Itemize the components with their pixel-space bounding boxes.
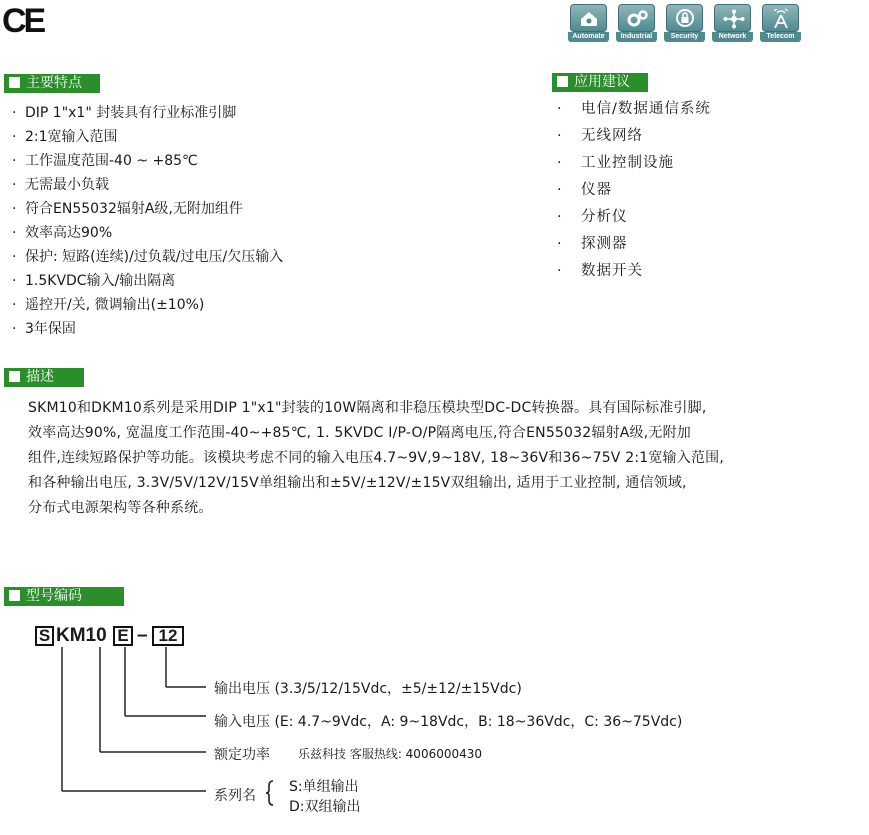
industrial-icon: Industrial [618,4,655,42]
brace-icon [266,781,273,805]
code-dash: – [137,625,148,646]
description-line: 效率高达90%, 宽温度工作范围-40~+85℃, 1. 5KVDC I/P-O/P隔离电压,符合EN55032辐射A级,无附加 [28,425,691,441]
section-marker-icon [9,77,20,88]
code-connector-lines [0,645,869,835]
applications-title: 应用建议 [574,74,630,90]
section-marker-icon [9,371,20,382]
description-line: 组件,连续短路保护等功能。该模块考虑不同的输入电压4.7~9V,9~18V, 18~36V和36~75V 2:1宽输入范围, [28,450,725,466]
series-option-dual: D:双组输出 [289,799,361,815]
feature-item: · 保护: 短路(连续)/过负载/过电压/欠压输入 [12,249,284,265]
feature-item: · 3年保固 [12,321,76,337]
applications-list [557,96,711,285]
model-code-title: 型号编码 [26,588,82,604]
code-series-text: KM10 [56,625,107,646]
feature-item: · 遥控开/关, 微调输出(±10%) [12,297,205,313]
rated-power-label: 额定功率 [214,747,270,763]
description-line: 分布式电源架构等各种系统。 [28,500,213,516]
features-title: 主要特点 [26,75,82,91]
applications-section-header [552,73,648,92]
application-item: · 数据开关 [557,263,643,279]
ce-mark: CE [2,2,44,40]
application-item: · 工业控制设施 [557,155,674,171]
description-title: 描述 [26,369,54,385]
feature-item: · 工作温度范围-40 ~ +85℃ [12,153,198,169]
security-icon: Security [666,4,703,42]
description-body [28,396,808,521]
code-output-box: 12 [152,626,184,646]
features-list [12,101,283,341]
code-input-box: E [113,626,133,646]
description-line: 和各种输出电压, 3.3V/5V/12V/15V单组输出和±5V/±12V/±15V双组输出, 适用于工业控制, 通信领域, [28,475,687,491]
feature-item: · DIP 1"x1" 封装具有行业标准引脚 [12,105,237,121]
feature-item: · 2:1宽输入范围 [12,129,118,145]
model-code-section-header [4,587,124,606]
features-section-header [4,74,100,93]
code-prefix-box: S [35,626,54,646]
application-item: · 仪器 [557,182,612,198]
application-item: · 探测器 [557,236,628,252]
section-marker-icon [557,76,568,87]
feature-item: · 无需最小负载 [12,177,109,193]
description-section-header [4,368,84,387]
telecom-icon: Telecom [762,4,799,42]
feature-item: · 效率高达90% [12,225,113,241]
input-voltage-label: 输入电压 (E: 4.7~9Vdc，A: 9~18Vdc，B: 18~36Vdc，C: 36~75Vdc) [214,714,683,730]
contact-hotline: 乐兹科技 客服热线: 4006000430 [298,747,483,761]
application-item: · 分析仪 [557,209,628,225]
automate-icon: Automate [570,4,607,42]
description-line: SKM10和DKM10系列是采用DIP 1"x1"封装的10W隔离和非稳压模块型DC-DC转换器。具有国际标准引脚, [28,400,707,416]
feature-item: · 符合EN55032辐射A级,无附加组件 [12,201,243,217]
series-name-label: 系列名 [214,788,256,804]
output-voltage-label: 输出电压 (3.3/5/12/15Vdc，±5/±12/±15Vdc) [214,681,522,697]
network-icon: Network [714,4,751,42]
section-marker-icon [9,590,20,601]
feature-item: · 1.5KVDC输入/输出隔离 [12,273,176,289]
application-item: · 电信/数据通信系统 [557,101,711,117]
application-item: · 无线网络 [557,128,643,144]
series-option-single: S:单组输出 [289,779,359,795]
